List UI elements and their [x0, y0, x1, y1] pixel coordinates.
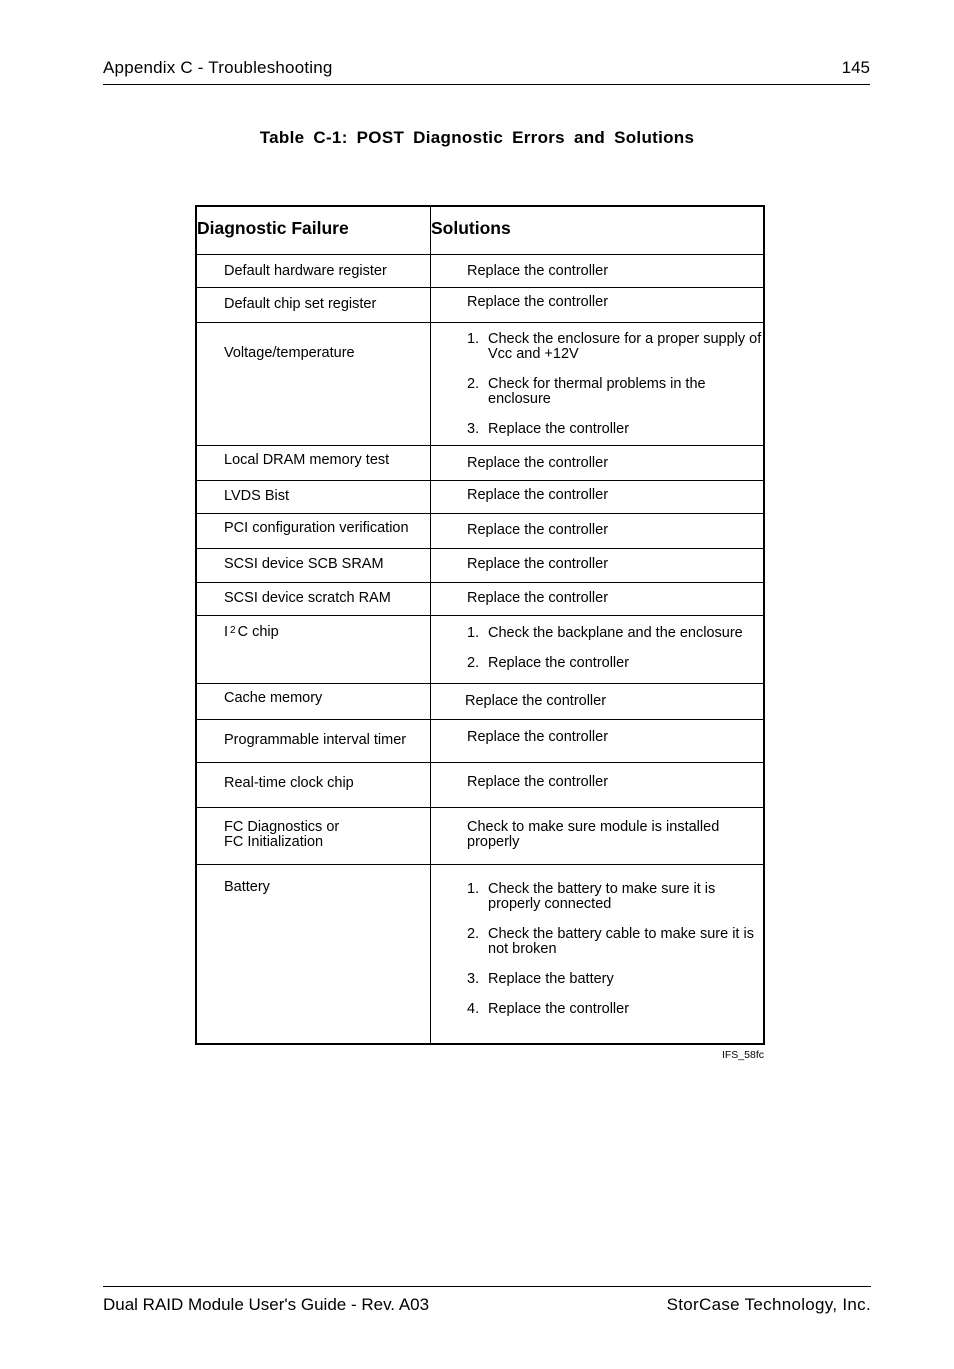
failure-cell: PCI configuration verification — [196, 514, 431, 549]
solution-cell: Replace the controller — [431, 288, 765, 323]
solution-step: 2. Replace the controller — [467, 655, 630, 671]
failure-cell: SCSI device SCB SRAM — [196, 549, 431, 583]
table-row — [196, 446, 764, 481]
failure-cell: Real-time clock chip — [196, 763, 431, 808]
failure-cell: Battery — [196, 865, 431, 1044]
solution-cell: Replace the controller — [431, 549, 765, 583]
table-header-row — [196, 206, 764, 255]
solution-step: 1. Check the backplane and the enclosure — [467, 625, 743, 641]
page-footer — [103, 1286, 871, 1314]
failure-cell: Default chip set register — [196, 288, 431, 323]
page-number: 145 — [841, 58, 870, 77]
solution-step: 2. Check for thermal problems in the enclosure — [467, 376, 706, 407]
solution-cell — [431, 323, 765, 446]
solution-cell — [431, 865, 765, 1044]
table-row — [196, 616, 764, 684]
page-header — [103, 58, 870, 85]
failure-cell: LVDS Bist — [196, 481, 431, 514]
table-row — [196, 549, 764, 583]
table-row — [196, 481, 764, 514]
solution-cell — [431, 616, 765, 684]
document-title: Dual RAID Module User's Guide - Rev. A03 — [103, 1295, 430, 1314]
table-title: Table C-1: POST Diagnostic Errors and Solutions — [259, 128, 695, 147]
solution-cell: Replace the controller — [431, 481, 765, 514]
figure-code: IFS_58fc — [721, 1049, 764, 1061]
table-row — [196, 323, 764, 446]
solution-cell: Replace the controller — [431, 255, 765, 288]
table-row — [196, 684, 764, 720]
failure-cell: Default hardware register — [196, 255, 431, 288]
failure-cell: SCSI device scratch RAM — [196, 583, 431, 616]
solution-step: 4. Replace the controller — [467, 1001, 630, 1017]
solution-cell: Replace the controller — [431, 763, 765, 808]
solution-step: 3. Replace the controller — [467, 421, 630, 437]
section-title: Appendix C - Troubleshooting — [103, 58, 333, 77]
failure-cell: FC Diagnostics or FC Initialization — [196, 808, 431, 865]
table-row — [196, 288, 764, 323]
solution-cell: Replace the controller — [431, 720, 765, 763]
solution-step: 1. Check the battery to make sure it is properly connected — [467, 881, 716, 912]
solution-cell: Replace the controller — [431, 583, 765, 616]
table-row — [196, 808, 764, 865]
table-row — [196, 865, 764, 1044]
failure-cell: Cache memory — [196, 684, 431, 720]
table-row — [196, 255, 764, 288]
table-row — [196, 720, 764, 763]
column-header-solutions: Solutions — [431, 206, 765, 255]
table-row — [196, 514, 764, 549]
solution-step: 3. Replace the battery — [467, 971, 614, 987]
company-name: StorCase Technology, Inc. — [666, 1295, 871, 1314]
solution-cell: Replace the controller — [431, 446, 765, 481]
column-header-failure: Diagnostic Failure — [196, 206, 431, 255]
post-diagnostic-table — [195, 205, 765, 1045]
solution-cell: Replace the controller — [431, 514, 765, 549]
failure-cell: Programmable interval timer — [196, 720, 431, 763]
solution-cell: Replace the controller — [431, 684, 765, 720]
table-row — [196, 583, 764, 616]
solution-step: 2. Check the battery cable to make sure it is not broken — [467, 926, 754, 957]
table-row — [196, 763, 764, 808]
failure-cell: Local DRAM memory test — [196, 446, 431, 481]
failure-cell: I $^2$ C chip — [196, 616, 431, 684]
solution-step: 1. Check the enclosure for a proper supply of Vcc and +12V — [467, 331, 762, 362]
solution-cell: Check to make sure module is installed properly — [431, 808, 765, 865]
failure-cell: Voltage/temperature — [196, 323, 431, 446]
